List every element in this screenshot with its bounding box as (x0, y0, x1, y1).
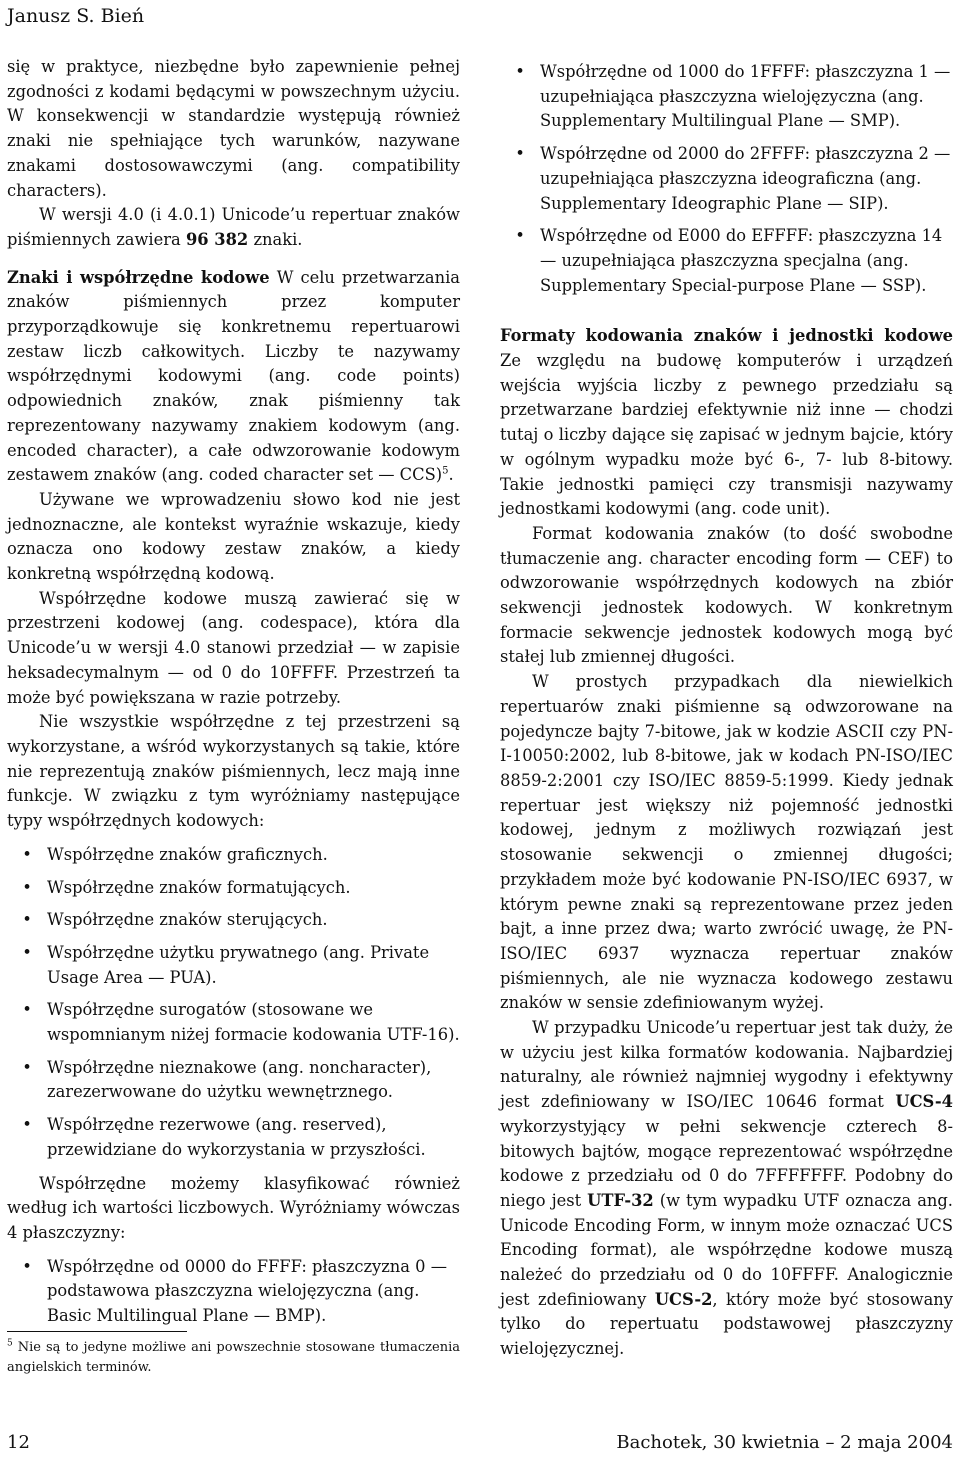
code-point-types-list (7, 843, 460, 1163)
text-span: Współrzędne od E000 do EFFFF: płaszczyzna 14 — uzupełniająca płaszczyzna specjalna (ang. Supplementary Special-purpose Plane — SSP). (540, 226, 943, 295)
conference-footer: Bachotek, 30 kwietnia – 2 maja 2004 (616, 1432, 953, 1453)
footnote (7, 1338, 460, 1378)
char-count: 96 382 (185, 229, 249, 249)
paragraph-kod-word: Używane we wprowadzeniu słowo kod nie jest jednoznaczne, ale kontekst wyraźnie wskazuje, kiedy oznacza ono kodowy zestaw znaków, a kiedy konkretną współrzędną kodową. (7, 489, 460, 584)
left-column (7, 55, 460, 1338)
bullet-icon: • (22, 942, 32, 962)
list-item (7, 1113, 460, 1162)
text-span: Nie są to jedyne możliwe ani powszechnie stosowane tłumaczenia angielskich terminów. (7, 1340, 460, 1375)
text-span: W przypadku Unicode’u repertuar jest tak duży, że w użyciu jest kilka formatów kodowania. Najbardziej naturalny, ale również najmniej wygodny i efektywny jest zdefiniowany w ISO/IEC 10646 format (500, 1018, 953, 1112)
paragraph-code-point-types: Nie wszystkie współrzędne z tej przestrzeni są wykorzystane, a wśród wykorzystanych są takie, które nie reprezentują znaków piśmiennych, lecz mają inne funkcje. W związku z tym wyróżniamy następujące typy współrzędnych kodowych: (7, 712, 460, 831)
bullet-icon: • (515, 62, 525, 81)
bullet-icon: • (515, 226, 525, 246)
text-span: Współrzędne użytku prywatnego (ang. Private Usage Area — PUA). (47, 942, 430, 987)
paragraph-unicode-formats (500, 1016, 953, 1362)
list-item (7, 998, 460, 1047)
text-span: Współrzędne rezerwowe (ang. reserved), przewidziane do wykorzystania w przyszłości. (47, 1115, 426, 1159)
section-heading-code-points: Znaki i współrzędne kodowe (7, 267, 270, 287)
right-column (500, 60, 953, 1362)
text-span: , który może być stosowany tylko do repertuatu podstawowej płaszczyzny wielojęzycznej. (500, 1289, 953, 1359)
bullet-icon: • (22, 1256, 32, 1276)
text-span: . (448, 465, 454, 485)
text-span: W celu przetwarzania znaków piśmiennych przez komputer przyporządkowuje się konkretnemu repertuarowi zestaw liczb całkowitych. Liczby te nazywamy współrzędnymi kodowymi (ang. code points) odpowiednich znaków, znak piśmienny tak reprezentowany nazywamy znakiem kodowym (ang. encoded character), a całe odwzorowanie kodowym zestawem znaków (ang. coded character set — CCS) (7, 267, 460, 485)
bullet-icon: • (22, 910, 32, 930)
text-span: Współrzędne znaków formatujących. (47, 877, 351, 897)
page-number: 12 (7, 1432, 30, 1453)
paragraph-encoding-forms (500, 324, 953, 522)
text-span: znaki. (248, 229, 303, 249)
list-item (7, 1255, 460, 1329)
bullet-icon: • (22, 1057, 32, 1077)
paragraph-code-points (7, 266, 460, 488)
planes-list-right (500, 60, 953, 298)
text-span: Współrzędne znaków graficznych. (47, 844, 328, 864)
paragraph-planes-intro: Współrzędne możemy klasyfikować również według ich wartości liczbowych. Wyróżniamy wówczas 4 płaszczyzny: (7, 1173, 460, 1242)
bullet-icon: • (22, 1000, 32, 1020)
planes-list-left (7, 1255, 460, 1329)
footnote-rule (7, 1331, 187, 1332)
text-span: (w tym wypadku UTF oznacza ang. Unicode Encoding Form, w innym może oznaczać UCS Encoding format), ale współrzędne kodowe muszą należeć do przedziału od 0 do 10FFFF. Analogicznie jest zdefiniowany (500, 1190, 953, 1309)
paragraph-simple-cases: W prostych przypadkach dla niewielkich repertuarów znaki piśmienne są odwzorowane na pojedyncze bajty 7-bitowe, jak w kodzie ASCII czy PN-I-10050:2002, lub 8-bitowe, jak w kodach PN-ISO/IEC 8859-2:2001 czy ISO/IEC 8859-5:1999. Kiedy jednak repertuar jest większy niż pojemność jednostki kodowej, jednym z możliwych rozwiązań jest stosowanie sekwencji o zmiennej długości; przykładem może być kodowanie PN-ISO/IEC 6937, w którym pewne znaki są reprezentowane przez jeden bajt, a inne przez dwa; warto zwrócić uwagę, że PN-ISO/IEC 6937 wyznacza repertuar znaków piśmiennych, ale nie wyznacza kodowego zestawu znaków w sensie zdefiniowanym wyżej. (500, 672, 953, 1013)
text-span: Współrzędne od 1000 do 1FFFF: płaszczyzna 1 — uzupełniająca płaszczyzna wielojęzyczna (ang. Supplementary Multilingual Plane — SMP). (540, 62, 951, 131)
list-item (7, 941, 460, 990)
footnote-reference: 5 (442, 465, 449, 477)
bullet-icon: • (22, 1115, 32, 1135)
list-item (7, 843, 460, 868)
footnote-mark: 5 (7, 1338, 13, 1349)
text-span: Współrzędne od 2000 do 2FFFF: płaszczyzna 2 — uzupełniająca płaszczyzna ideograficzna (ang. Supplementary Ideographic Plane — SIP). (540, 144, 951, 213)
list-item (7, 1056, 460, 1105)
paragraph-codespace: Współrzędne kodowe muszą zawierać się w przestrzeni kodowej (ang. codespace), która dla Unicode’u w wersji 4.0 stanowi przedział — w zapisie heksadecymalnym — od 0 do 10FFFF. Przestrzeń ta może być powiększana w razie potrzeby. (7, 588, 460, 707)
list-item (500, 224, 953, 298)
list-item (7, 908, 460, 933)
list-item (500, 60, 953, 134)
section-heading-encoding-forms: Formaty kodowania znaków i jednostki kodowe (500, 326, 953, 346)
bullet-icon: • (22, 877, 32, 897)
text-span: W wersji 4.0 (i 4.0.1) Unicode’u repertuar znaków piśmiennych zawiera (7, 205, 460, 249)
paragraph-repertoire-count (7, 203, 460, 252)
format-utf32: UTF-32 (587, 1190, 654, 1210)
text-span: Współrzędne nieznakowe (ang. noncharacter), zarezerwowane do użytku wewnętrznego. (47, 1057, 432, 1102)
paragraph-compatibility: się w praktyce, niezbędne było zapewnienie pełnej zgodności z kodami będącymi w powszechnym użyciu. W konsekwencji w standardzie występują również znaki nie spełniające tych warunków, nazywane znakami dostosowawczymi (ang. compatibility characters). (7, 57, 460, 200)
text-span: Współrzędne od 0000 do FFFF: płaszczyzna 0 — podstawowa płaszczyzna wielojęzyczna (ang. Basic Multilingual Plane — BMP). (47, 1256, 447, 1326)
list-item (500, 142, 953, 216)
text-span: Współrzędne znaków sterujących. (47, 910, 328, 930)
format-ucs4: UCS-4 (895, 1092, 953, 1112)
text-span: Ze względu na budowę komputerów i urządzeń wejścia wyjścia liczby z pewnego przedziału są przetwarzane bardziej efektywnie niż inne — chodzi tutaj o liczby dające się zapisać w jednym bajcie, który w ogólnym wypadku może być 6-, 7- lub 8-bitowy. Takie jednostki pamięci czy transmisji nazywamy jednostkami kodowymi (ang. code unit). (500, 351, 953, 519)
bullet-icon: • (515, 144, 525, 164)
bullet-icon: • (22, 844, 32, 864)
running-header-author: Janusz S. Bień (7, 5, 145, 27)
list-item (7, 876, 460, 901)
format-ucs2: UCS-2 (654, 1289, 713, 1309)
paragraph-cef: Format kodowania znaków (to dość swobodne tłumaczenie ang. character encoding form — CEF) to odwzorowanie współrzędnych kodowych na zbiór sekwencji jednostek kodowych. W konkretnym formacie sekwencje jednostek kodowych mogą być stałej lub zmiennej długości. (500, 523, 953, 667)
text-span: wykorzystyjący w pełni sekwencje czterech 8-bitowych bajtów, mogące reprezentować współrzędne kodowe z przedziału od 0 do 7FFFFFFF. Podobny do niego jest (500, 1116, 953, 1210)
text-span: Współrzędne surogatów (stosowane we wspomnianym niżej formacie kodowania UTF-16). (47, 1000, 460, 1045)
